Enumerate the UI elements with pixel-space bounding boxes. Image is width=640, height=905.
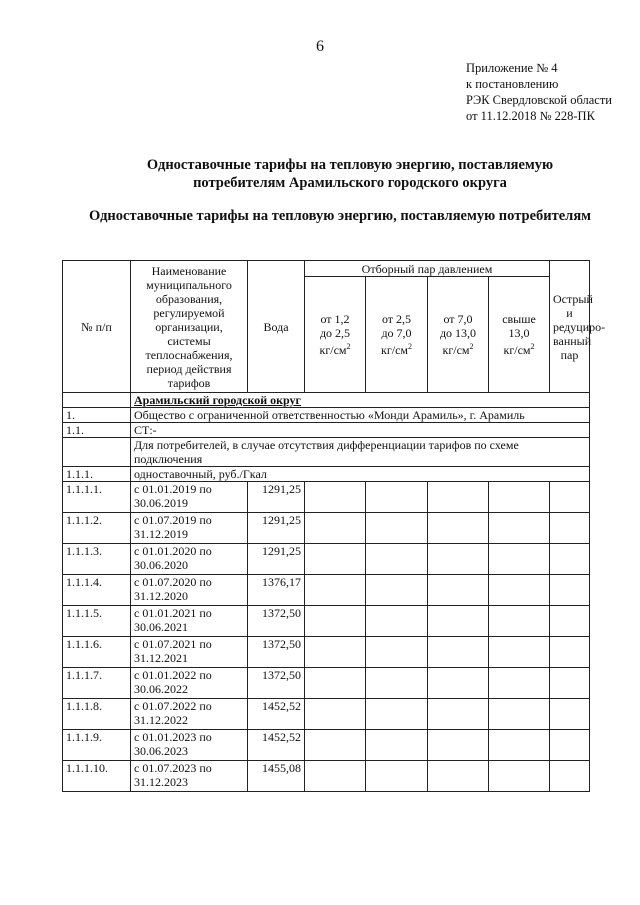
row-empty-cell [489,668,550,699]
row-num: 1.1.1.7. [63,668,131,699]
row-empty-cell [366,544,428,575]
table-row [63,513,590,544]
row-empty-cell [305,482,366,513]
row-empty-cell [366,606,428,637]
row-num: 1.1.1.1. [63,482,131,513]
row-empty-cell [366,761,428,792]
appendix-block [466,60,612,124]
rate-num: 1.1.1. [63,467,131,482]
header-name: Наименование муниципального образования, регулируемой организации, системы теплоснабжения, период действия тарифов [131,261,248,393]
page-number: 6 [316,38,324,55]
row-empty-cell [489,482,550,513]
row-empty-cell [305,761,366,792]
district-name: Арамильский городской округ [131,393,590,408]
system-num: 1.1. [63,423,131,438]
row-empty-cell [550,482,590,513]
tariff-table [62,260,606,792]
row-empty-cell [305,730,366,761]
row-empty-cell [489,637,550,668]
row-empty-cell [550,544,590,575]
title-line: потребителям Арамильского городского округа [193,175,507,191]
org-num: 1. [63,408,131,423]
consumers-note: Для потребителей, в случае отсутствия дифференциации тарифов по схеме подключения [131,438,590,467]
table-row [63,482,590,513]
table-row [63,606,590,637]
district-num-cell [63,393,131,408]
header-steam-group: Отборный пар давлением [305,261,550,277]
title-line: Одноставочные тарифы на тепловую энергию, поставляемую [146,157,554,173]
row-period: с 01.07.2020 по 31.12.2020 [131,575,248,606]
row-empty-cell [366,575,428,606]
row-empty-cell [428,761,489,792]
table-row [63,575,590,606]
row-empty-cell [366,730,428,761]
row-empty-cell [428,482,489,513]
table-row [63,544,590,575]
org-name: Общество с ограниченной ответственностью «Монди Арамиль», г. Арамиль [131,408,590,423]
row-empty-cell [305,606,366,637]
header-pressure-2: от 2,5 до 7,0 $кг/см^2$ [366,277,428,393]
row-empty-cell [428,730,489,761]
row-empty-cell [489,544,550,575]
row-empty-cell [366,513,428,544]
row-empty-cell [489,575,550,606]
tariff-rows [63,482,590,792]
appendix-line: к постановлению [466,77,559,91]
row-water: 1376,17 [248,575,305,606]
row-water: 1291,25 [248,482,305,513]
row-empty-cell [550,668,590,699]
row-empty-cell [428,544,489,575]
row-empty-cell [428,513,489,544]
table-row [63,761,590,792]
row-water: 1291,25 [248,544,305,575]
row-empty-cell [489,730,550,761]
row-empty-cell [550,513,590,544]
table-row [63,699,590,730]
table-row [63,637,590,668]
row-water: 1372,50 [248,668,305,699]
header-pressure-3: от 7,0 до 13,0 $кг/см^2$ [428,277,489,393]
row-num: 1.1.1.6. [63,637,131,668]
row-empty-cell [366,699,428,730]
row-num: 1.1.1.8. [63,699,131,730]
document-subtitle: Одноставочные тарифы на тепловую энергию, поставляемую потребителям [89,208,592,224]
row-empty-cell [550,730,590,761]
row-empty-cell [550,575,590,606]
document-title [0,156,640,192]
row-empty-cell [305,637,366,668]
row-empty-cell [366,482,428,513]
header-water: Вода [248,261,305,393]
row-empty-cell [489,606,550,637]
row-empty-cell [428,575,489,606]
row-empty-cell [428,606,489,637]
row-period: с 01.01.2019 по 30.06.2019 [131,482,248,513]
row-num: 1.1.1.10. [63,761,131,792]
row-num: 1.1.1.3. [63,544,131,575]
row-empty-cell [550,606,590,637]
header-pressure-4: свыше 13,0 $кг/см^2$ [489,277,550,393]
row-empty-cell [489,513,550,544]
row-empty-cell [550,637,590,668]
row-period: с 01.01.2021 по 30.06.2021 [131,606,248,637]
header-sharp-steam: Острый и редуциро-ванный пар [550,261,590,393]
row-empty-cell [428,699,489,730]
row-empty-cell [305,668,366,699]
row-period: с 01.07.2021 по 31.12.2021 [131,637,248,668]
system-name: СТ:- [131,423,590,438]
row-water: 1452,52 [248,699,305,730]
row-empty-cell [305,513,366,544]
row-water: 1452,52 [248,730,305,761]
header-num: № п/п [63,261,131,393]
row-empty-cell [489,699,550,730]
row-period: с 01.07.2019 по 31.12.2019 [131,513,248,544]
row-empty-cell [550,699,590,730]
header-pressure-1: от 1,2 до 2,5 $кг/см^2$ [305,277,366,393]
appendix-line: РЭК Свердловской области [466,93,612,107]
row-period: с 01.07.2022 по 31.12.2022 [131,699,248,730]
table-row [63,668,590,699]
row-period: с 01.01.2022 по 30.06.2022 [131,668,248,699]
row-empty-cell [489,761,550,792]
appendix-line: Приложение № 4 [466,61,558,75]
row-empty-cell [428,668,489,699]
row-empty-cell [428,637,489,668]
row-empty-cell [366,668,428,699]
row-water: 1372,50 [248,637,305,668]
row-period: с 01.01.2020 по 30.06.2020 [131,544,248,575]
row-num: 1.1.1.4. [63,575,131,606]
rate-name: одноставочный, руб./Гкал [131,467,590,482]
row-empty-cell [305,575,366,606]
row-num: 1.1.1.2. [63,513,131,544]
row-empty-cell [550,761,590,792]
row-empty-cell [366,637,428,668]
row-empty-cell [305,544,366,575]
row-period: с 01.01.2023 по 30.06.2023 [131,730,248,761]
row-water: 1372,50 [248,606,305,637]
consumers-num-cell [63,438,131,467]
row-num: 1.1.1.9. [63,730,131,761]
table-row [63,730,590,761]
row-water: 1455,08 [248,761,305,792]
row-empty-cell [305,699,366,730]
row-water: 1291,25 [248,513,305,544]
row-period: с 01.07.2023 по 31.12.2023 [131,761,248,792]
row-num: 1.1.1.5. [63,606,131,637]
appendix-line: от 11.12.2018 № 228-ПК [466,109,595,123]
